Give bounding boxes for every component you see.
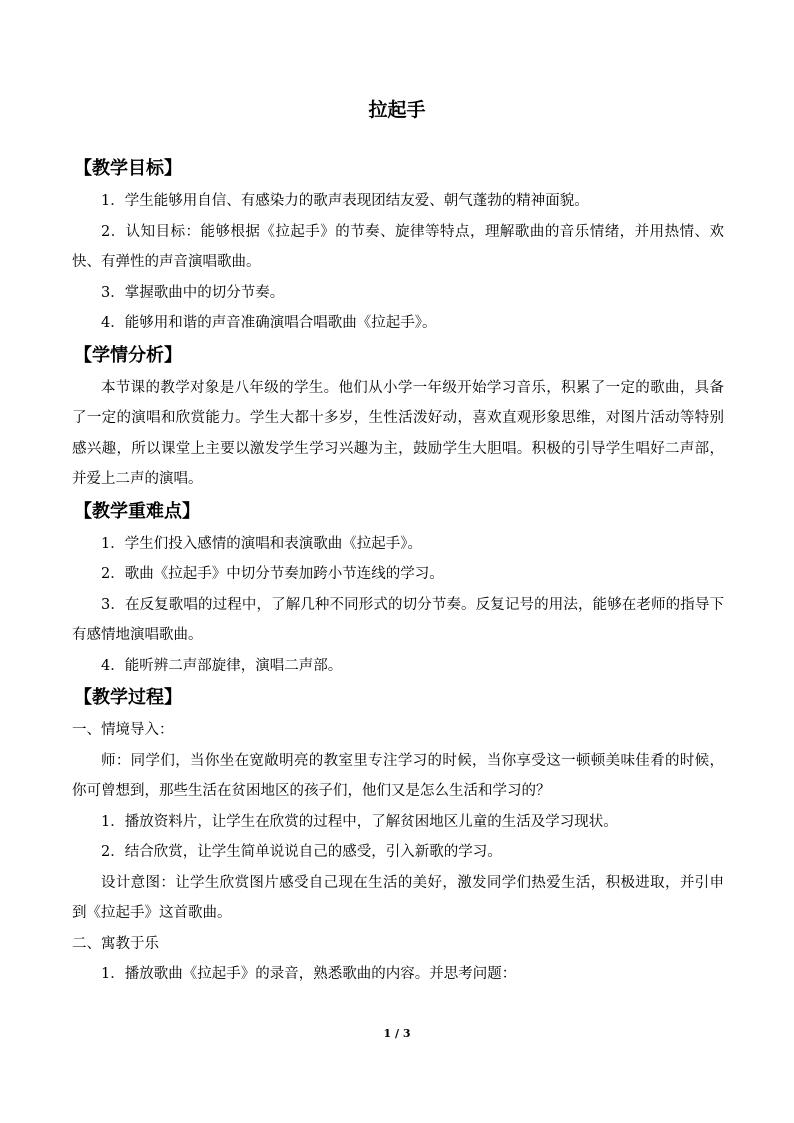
process-step-item: 2．结合欣赏，让学生简单说说自己的感受，引入新歌的学习。 — [101, 844, 502, 860]
process-step-item: 1．播放资料片，让学生在欣赏的过程中，了解贫困地区儿童的生活及学习现状。 — [101, 813, 618, 830]
process-part-title: 二、寓教于乐 — [72, 935, 159, 952]
goal-item: 2．认知目标：能够根据《拉起手》的节奏、旋律等特点，理解歌曲的音乐情绪，并用热情、欢快、有弹性的声音演唱歌曲。 — [72, 223, 724, 270]
analysis-paragraph: 本节课的教学对象是八年级的学生。他们从小学一年级开始学习音乐，积累了一定的歌曲，具备了一定的演唱和欣赏能力。学生大都十多岁，生性活泼好动，喜欢直观形象思维，对图片活动等特别感兴趣，所以课堂上主要以激发学生学习兴趣为主，鼓励学生大胆唱。积极的引导学生唱好二声部，并爱上二声的演唱。 — [72, 379, 724, 487]
section-heading-analysis: 【学情分析】 — [74, 344, 182, 366]
goal-item: 3．掌握歌曲中的切分节奏。 — [101, 284, 285, 301]
design-intent-paragraph: 设计意图：让学生欣赏图片感受自己现在生活的美好，激发同学们热爱生活，积极进取，并引申到《拉起手》这首歌曲。 — [72, 874, 724, 921]
key-point-item: 3．在反复歌唱的过程中，了解几种不同形式的切分节奏。反复记号的用法，能够在老师的指导下有感情地演唱歌曲。 — [72, 596, 724, 643]
process-part-title: 一、情境导入： — [72, 722, 174, 738]
document-title: 拉起手 — [368, 99, 426, 121]
process-intro-paragraph: 师：同学们，当你坐在宽敞明亮的教室里专注学习的时候，当你享受这一顿顿美味佳肴的时候，你可曾想到，那些生活在贫困地区的孩子们，他们又是怎么生活和学习的？ — [72, 752, 724, 799]
page-number: 1 / 3 — [383, 1027, 411, 1040]
key-point-item: 1．学生们投入感情的演唱和表演歌曲《拉起手》。 — [101, 535, 422, 552]
key-point-item: 4．能听辨二声部旋律，演唱二声部。 — [101, 657, 343, 674]
goal-item: 1．学生能够用自信、有感染力的歌声表现团结友爱、朝气蓬勃的精神面貌。 — [101, 193, 589, 209]
section-heading-key-points: 【教学重难点】 — [74, 500, 200, 522]
section-heading-process: 【教学过程】 — [74, 687, 182, 708]
goal-item: 4．能够用和谐的声音准确演唱合唱歌曲《拉起手》。 — [101, 315, 437, 331]
document-body — [72, 152, 724, 990]
section-heading-goals: 【教学目标】 — [74, 158, 182, 179]
key-point-item: 2．歌曲《拉起手》中切分节奏加跨小节连线的学习。 — [101, 566, 444, 582]
process-step-item: 1．播放歌曲《拉起手》的录音，熟悉歌曲的内容。并思考问题： — [101, 966, 517, 982]
